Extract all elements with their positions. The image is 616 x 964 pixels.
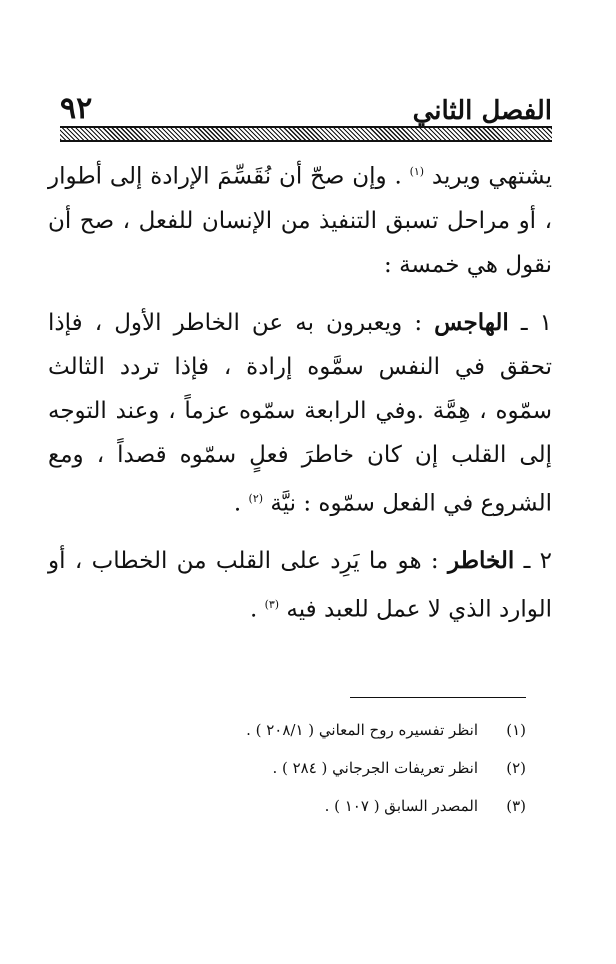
footnote-text: انظر تعريفات الجرجاني ( ٢٨٤ ) . [272, 759, 478, 777]
footnote-number: (٣) [506, 797, 526, 815]
footnote-text: المصدر السابق ( ١٠٧ ) . [324, 797, 478, 815]
footnote [100, 756, 526, 780]
chapter-title: الفصل الثاني [412, 96, 552, 126]
footnote-ref: (٢) [248, 491, 264, 505]
footnote-number: (٢) [506, 759, 526, 777]
paragraph-intro [48, 150, 552, 287]
paragraph-prefix: ١ ـ [520, 309, 552, 336]
footnote-ref: (١) [409, 165, 425, 178]
paragraph-text: : هو ما يَرِد على القلب من الخطاب ، أو الوارد الذي لا عمل للعبد فيه [48, 548, 552, 623]
page-number: ٩٢ [60, 91, 93, 126]
paragraph-text: يشتهي ويريد [431, 163, 553, 190]
footnote [100, 718, 526, 742]
paragraph-khatir [48, 539, 552, 632]
paragraph-tail: . [249, 596, 258, 623]
footnote-number: (١) [506, 721, 526, 739]
main-text [48, 150, 552, 646]
paragraph-term: الخاطر [448, 547, 515, 575]
paragraph-tail: . وإن صحّ أن نُقَسِّمَ الإرادة إلى أطوار ، أو مراحل تسبق التنفيذ من الإنسان للفعل ، صح أن نقول هي خمسة : [48, 163, 552, 278]
page-header [60, 80, 552, 124]
header-ornamental-rule [60, 126, 552, 142]
footnotes [100, 718, 526, 832]
footnote-text: انظر تفسيره روح المعاني ( ٢٠٨/١ ) . [246, 721, 478, 739]
footnote [100, 794, 526, 818]
paragraph-text: : ويعبرون به عن الخاطر الأول ، فإذا تحقق في النفس سمَّوه إرادة ، فإذا تردد الثالث سمّوه ، هِمَّة .وفي الرابعة سمّوه عزماً ، وعند التوجه إلى القلب إن كان خاطرَ فعلٍ سمّوه قصداً ، ومع الشروع في الفعل سمّوه : نيَّة [48, 309, 552, 517]
paragraph-hajis [48, 301, 552, 526]
paragraph-prefix: ٢ ـ [523, 548, 553, 575]
paragraph-term: الهاجس [434, 308, 509, 336]
paragraph-tail: . [233, 490, 242, 517]
footnote-separator [350, 697, 526, 698]
footnote-ref: (٣) [264, 598, 280, 612]
